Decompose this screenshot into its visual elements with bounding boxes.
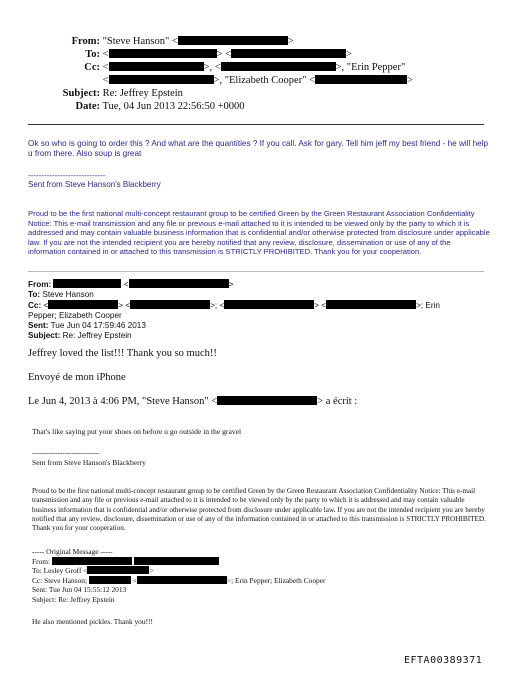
redaction: [231, 49, 346, 58]
redaction: [137, 576, 227, 584]
reply-body: Ok so who is going to order this ? And what are the quantities ? If you call. Ask for gary. Tell him jeff my best friend - he will help u from there. Also soup is great: [28, 139, 489, 158]
top-header: [20, 35, 413, 113]
from-open: <: [123, 280, 129, 289]
redaction: [87, 566, 149, 574]
sent-label: Sent:: [28, 321, 49, 330]
divider: [28, 271, 484, 272]
subject-label: Subject:: [62, 88, 100, 99]
quote-text: Le Jun 4, 2013 à 4:06 PM, "Steve Hanson" <: [28, 396, 218, 407]
subject-label: Subject:: [28, 331, 61, 340]
original-to: [32, 566, 325, 576]
from-end: >: [287, 36, 294, 47]
from-label: From:: [32, 556, 51, 566]
original-cc: [32, 576, 325, 586]
to-mid: > <: [216, 49, 232, 60]
sig2-dashes: -----------------------------: [32, 449, 100, 457]
divider: [28, 124, 484, 125]
original-title: ----- Original Message -----: [32, 547, 113, 556]
top-to-line: [20, 48, 413, 61]
msg4-body: He also mentioned pickles. Thank you!!!: [32, 617, 153, 626]
top-cc-line: [20, 61, 413, 74]
document-id: EFTA00389371: [404, 655, 483, 666]
cc-text: <: [102, 62, 109, 73]
cc-text: >; Erin: [416, 301, 440, 310]
notice2: Proud to be the first national multi-concept restaurant group to be certified Green by the Green Restaurant Association Confidentiality Notice: This e-mail transmission and any file or previous e-mail attached to it is intended to be viewed only by the party to which it is addressed and may contain valuable business information that is confidential and/or otherwise protected from disclosure under applicable law. If you are not the intended recipient you are hereby notified that any review, disclosure, dissemination or use of any of the information contained in or attached to this transmission is STRICTLY PROHIBITED. Thank you for your cooperation.: [32, 487, 486, 533]
cc-text: >; <: [210, 301, 225, 310]
redaction: [109, 75, 214, 84]
to-label: To:: [28, 290, 41, 299]
second-header: [28, 279, 440, 341]
notice1: Proud to be the first national multi-concept restaurant group to be certified Green by the Green Restaurant Association Confidentiality Notice: This e-mail transmission and any file or previous e-mail attached to it is intended to be viewed only by the party to which it is addressed and may contain valuable business information that is confidential and/or otherwise protected from disclosure under applicable law. If you are not the intended recipient you are hereby notified that any review, disclosure, dissemination or use of any of the information contained in or attached to this transmission is STRICTLY PROHIBITED. Thank you for your cooperation.: [28, 209, 490, 257]
to-value: Steve Hanson: [42, 290, 94, 299]
redaction: [221, 62, 336, 71]
sig1: Sent from Steve Hanson's Blackberry: [28, 180, 161, 189]
cc-text: <: [43, 301, 49, 310]
second-cc-line2: Pepper; Elizabeth Cooper: [28, 311, 122, 320]
original-sent: Sent: Tue Jun 04 15:55:12 2013: [32, 585, 127, 594]
redaction: [53, 279, 121, 288]
redaction: [48, 300, 118, 309]
quote-text: > a écrit :: [317, 396, 358, 407]
original-message: [32, 547, 325, 604]
redaction: [129, 279, 229, 288]
redaction: [224, 300, 314, 309]
top-from-line: [20, 35, 413, 48]
msg3-body: That's like saying put your shoes on before u go outside in the gravel: [32, 427, 242, 436]
sig2: Sent from Steve Hanson's Blackberry: [32, 458, 146, 467]
subject-value: Re: Jeffrey Epstein: [62, 331, 132, 340]
quote-line: [28, 396, 357, 407]
redaction: [89, 576, 131, 584]
msg2-body: Jeffrey loved the list!!! Thank you so much!!: [28, 348, 217, 359]
second-sent-line: [28, 321, 440, 331]
redaction: [326, 300, 416, 309]
cc-label: Cc:: [28, 301, 42, 310]
redaction: [217, 396, 317, 405]
from-value: "Steve Hanson" <: [102, 36, 178, 47]
redaction: [130, 300, 210, 309]
cc-text: >, "Elizabeth Cooper" <: [213, 75, 316, 86]
to-open: <: [102, 49, 109, 60]
cc-text: > <: [314, 301, 327, 310]
redaction: [178, 36, 288, 45]
redaction: [134, 557, 219, 565]
top-date-line: [20, 100, 413, 113]
date-label: Date:: [75, 101, 100, 112]
cc-text: >; Erin Pepper; Elizabeth Cooper: [226, 575, 326, 585]
cc-text: Cc: Steve Hanson;: [32, 575, 88, 585]
cc-text: > <: [118, 301, 131, 310]
subject-value: Re: Jeffrey Epstein: [102, 88, 183, 99]
redaction: [52, 557, 132, 565]
cc-text: >: [407, 75, 413, 86]
redaction: [109, 62, 204, 71]
from-label: From:: [28, 280, 52, 289]
second-cc-line: [28, 300, 440, 311]
top-subject-line: [20, 87, 413, 100]
to-label: To:: [85, 49, 100, 60]
original-subject: Subject: Re: Jeffrey Epstein: [32, 594, 115, 604]
second-to-line: [28, 290, 440, 300]
second-subject-line: [28, 331, 440, 341]
from-end: >: [228, 280, 234, 289]
to-end: >: [346, 49, 352, 60]
date-value: Tue, 04 Jun 2013 22:56:50 +0000: [102, 101, 245, 112]
redaction: [315, 75, 407, 84]
msg2-sig: Envoyé de mon iPhone: [28, 372, 126, 383]
cc-text: >, <: [203, 62, 221, 73]
to-text: >: [149, 566, 154, 575]
top-cc-line2: [20, 74, 413, 87]
to-text: To: Lesley Groff <: [32, 566, 88, 575]
sig1-dashes: -----------------------------: [28, 171, 106, 180]
redaction: [109, 49, 217, 58]
cc-text: >, "Erin Pepper": [335, 62, 406, 73]
cc-text: <: [102, 75, 109, 86]
from-label: From:: [71, 36, 100, 47]
original-from: [32, 557, 325, 567]
sent-value: Tue Jun 04 17:59:46 2013: [50, 321, 146, 330]
second-from-line: [28, 279, 440, 290]
cc-text: <: [132, 575, 137, 585]
cc-label: Cc:: [84, 62, 100, 73]
